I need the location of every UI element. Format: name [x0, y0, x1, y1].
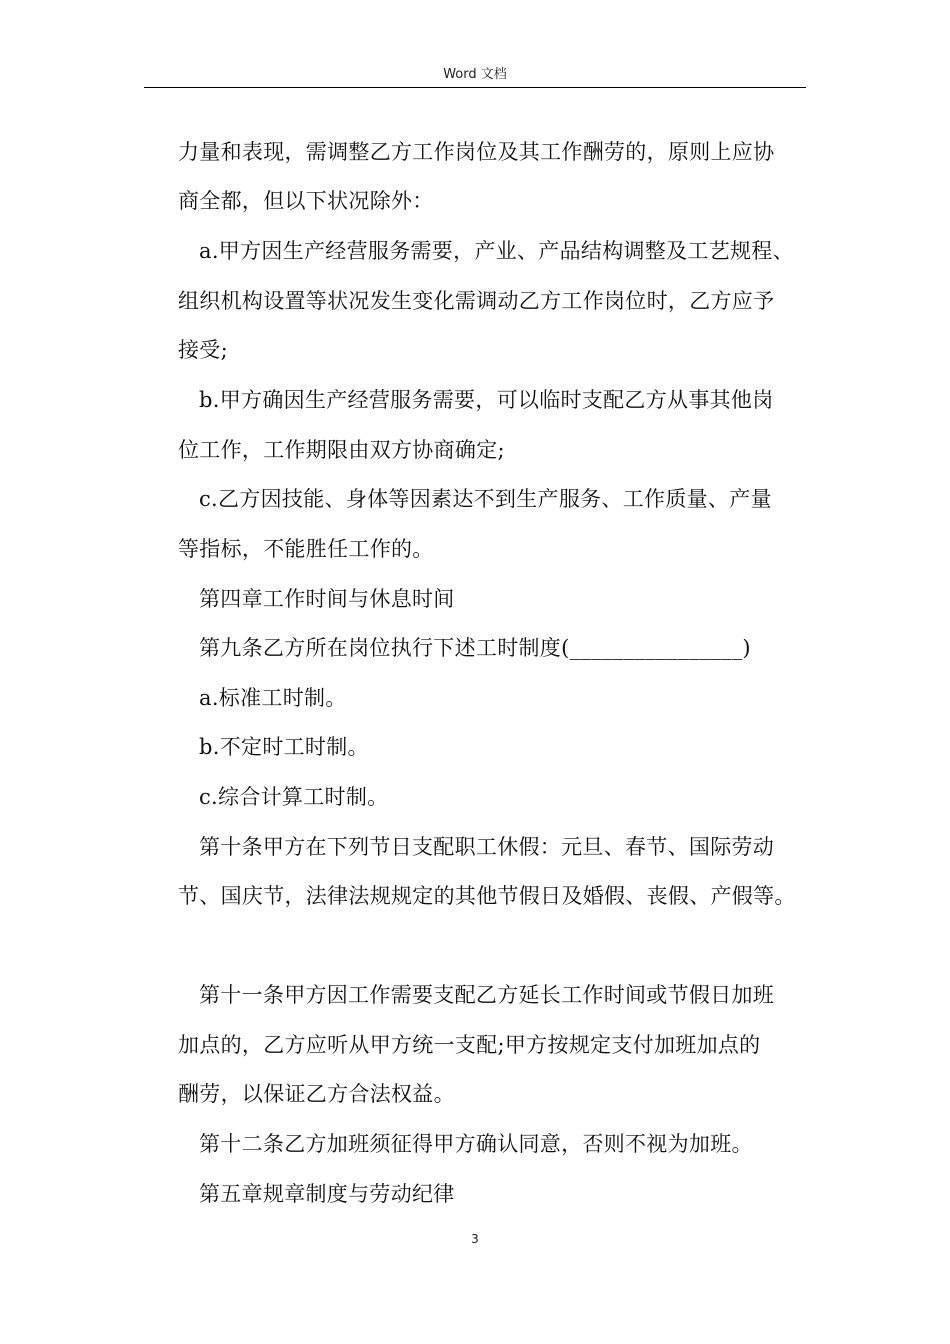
paragraph-line: a.甲方因生产经营服务需要，产业、产品结构调整及工艺规程、: [199, 239, 794, 263]
paragraph-line: 力量和表现，需调整乙方工作岗位及其工作酬劳的，原则上应协: [178, 140, 775, 164]
list-item: c.综合计算工时制。: [199, 785, 389, 809]
paragraph-line: 位工作，工作期限由双方协商确定;: [178, 438, 505, 462]
paragraph-line: 接受;: [178, 338, 228, 362]
header-title: Word 文档: [443, 67, 507, 82]
paragraph-line: 第十二条乙方加班须征得甲方确认同意，否则不视为加班。: [199, 1132, 753, 1156]
paragraph-line: 组织机构设置等状况发生变化需调动乙方工作岗位时，乙方应予: [178, 289, 775, 313]
chapter-heading: 第四章工作时间与休息时间: [199, 587, 455, 611]
header-divider: [144, 87, 806, 88]
paragraph-line: 加点的，乙方应听从甲方统一支配;甲方按规定支付加班加点的: [178, 1033, 761, 1057]
paragraph-line: 商全都，但以下状况除外：: [178, 189, 434, 213]
paragraph-line: b.甲方确因生产经营服务需要，可以临时支配乙方从事其他岗: [199, 388, 774, 412]
list-item: a.标准工时制。: [199, 686, 347, 710]
paragraph-line: 第九条乙方所在岗位执行下述工时制度(________________): [199, 636, 751, 660]
paragraph-line: 第十一条甲方因工作需要支配乙方延长工作时间或节假日加班: [199, 983, 775, 1007]
list-item: b.不定时工时制。: [199, 735, 369, 759]
paragraph-line: 第十条甲方在下列节日支配职工休假：元旦、春节、国际劳动: [199, 835, 775, 859]
paragraph-line: 等指标，不能胜任工作的。: [178, 537, 434, 561]
paragraph-line: 酬劳，以保证乙方合法权益。: [178, 1082, 455, 1106]
paragraph-line: 节、国庆节，法律法规规定的其他节假日及婚假、丧假、产假等。: [178, 884, 796, 908]
paragraph-line: c.乙方因技能、身体等因素达不到生产服务、工作质量、产量: [199, 487, 772, 511]
page-number: 3: [471, 1232, 479, 1246]
chapter-heading: 第五章规章制度与劳动纪律: [199, 1182, 455, 1206]
